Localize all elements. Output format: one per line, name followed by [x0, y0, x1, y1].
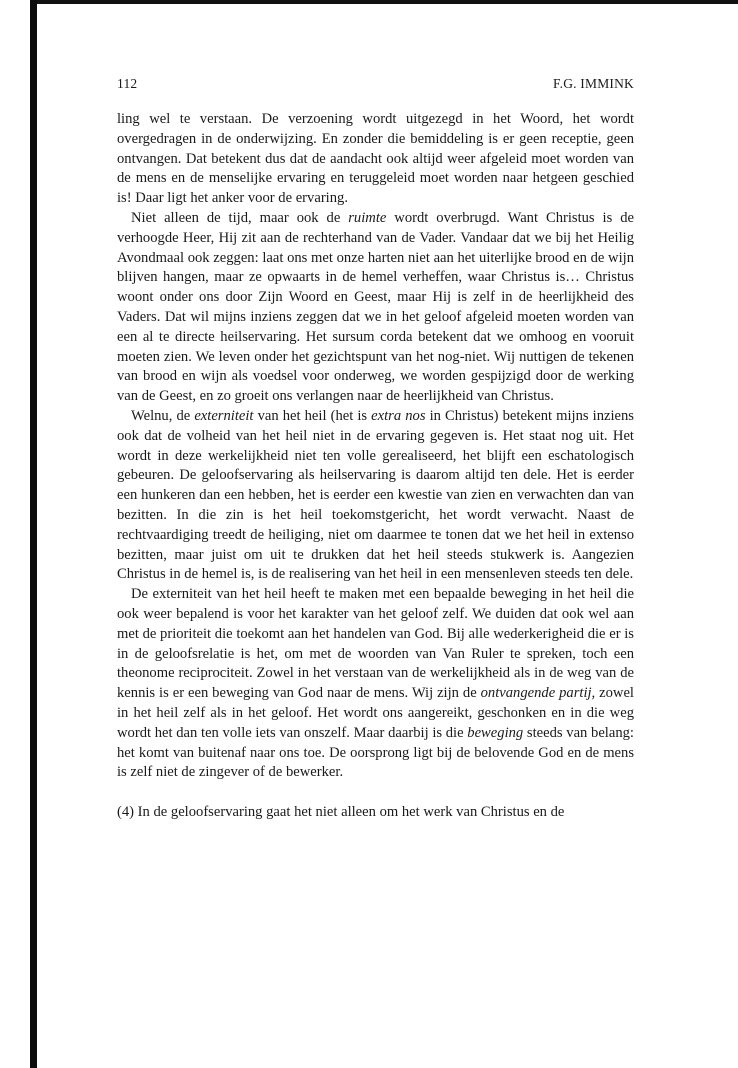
text-run: in Christus) betekent mijns inziens ook dat de volheid van het heil niet in de ervaring gegeven is. Het staat nog uit. Het wordt in deze werkelijkheid niet ten volle gerealiseerd, het blijft een eschatologisch gebeuren. De geloofservaring als heilservaring is daarom altijd ten dele. Het is eerder een hunkeren dan een hebben, het is eerder een kwestie van zien en verwachten dan van bezitten. In die zin is het heil toekomstgericht, het wordt verwacht. Naast de rechtvaardiging treedt de heiliging, niet om daarmee te tonen dat we het heil in extenso bezitten, maar juist om uit te drukken dat het heil steeds stukwerk is. Aangezien Christus in de hemel is, is de realisering van het heil in een mensenleven steeds ten dele.	[117, 407, 634, 583]
text-run: Welnu, de	[131, 407, 195, 424]
text-run: zowel in het heil zelf als in het geloof. Het wordt ons aangereikt, geschonken en in die weg wordt het dan ten volle iets van onszelf. Maar daarbij is die	[117, 685, 634, 741]
book-page	[117, 76, 634, 823]
italic-text: extra nos	[371, 407, 426, 424]
paragraph	[117, 803, 634, 823]
text-run: De externiteit van het heil heeft te maken met een bepaalde beweging in het heil die ook weer bepalend is voor het karakter van het geloof zelf. We duiden dat ook wel aan met de prioriteit die toekomt aan het handelen van God. Bij alle wederkerigheid die er is in de geloofsrelatie is het, om met de woorden van Van Ruler te spreken, toch een theonome reciprociteit. Zowel in het verstaan van de werkelijkheid als in de weg van de kennis is er een beweging van God naar de mens. Wij zijn de	[117, 586, 634, 702]
text-run: (4) In de geloofservaring gaat het niet alleen om het werk van Christus en de	[117, 804, 565, 821]
text-run: wordt overbrugd. Want Christus is de verhoogde Heer, Hij zit aan de rechterhand van de Vader. Vandaar dat we bij het Heilig Avondmaal ook zeggen: laat ons met onze harten niet aan het uiterlijke brood en de wijn blijven hangen, maar ze opwaarts in de hemel verheffen, waar Christus is… Christus woont onder ons door Zijn Woord en Geest, maar Hij is zelf in de heerlijkheid des Vaders. Dat wil mijns inziens zeggen dat we in het geloof afgeleid moeten worden van een al te directe heilservaring. Het sursum corda betekent dat we omhoog en vooruit moeten zien. We leven onder het gezichtspunt van het nog-niet. Wij nuttigen de tekenen van brood en wijn als voedsel voor onderweg, we worden gespijzigd door de werking van de Geest, en zo groeit ons verlangen naar de heerlijkheid van Christus.	[117, 209, 634, 405]
page-number: 112	[117, 76, 138, 91]
text-run: steeds van belang: het komt van buitenaf naar ons toe. De oorsprong ligt bij de belovende God en de mens is zelf niet de zingever of de bewerker.	[117, 724, 634, 781]
paragraph	[117, 110, 634, 209]
scan-margin	[0, 0, 30, 1068]
running-author: F.G. IMMINK	[553, 76, 634, 91]
italic-text: ontvangende partij,	[480, 685, 596, 702]
paragraph	[117, 209, 634, 407]
running-header	[117, 76, 634, 92]
text-run: Niet alleen de tijd, maar ook de	[131, 209, 349, 226]
italic-text: beweging	[467, 724, 524, 741]
scan-border-top	[30, 0, 738, 4]
scan-border-left	[30, 0, 37, 1068]
body-text	[117, 110, 634, 823]
italic-text: ruimte	[348, 209, 387, 226]
text-run: van het heil (het is	[253, 407, 372, 424]
paragraph	[117, 585, 634, 783]
italic-text: externiteit	[194, 407, 254, 424]
paragraph	[117, 407, 634, 585]
text-run: ling wel te verstaan. De verzoening wordt uitgezegd in het Woord, het wordt overgedragen in de onderwijzing. En zonder die bemiddeling is er geen receptie, geen ontvangen. Dat betekent dus dat de aandacht ook altijd weer afgeleid moet worden van de mens en de menselijke ervaring en teruggeleid moet worden naar hetgeen geschied is! Daar ligt het anker voor de ervaring.	[117, 111, 634, 207]
